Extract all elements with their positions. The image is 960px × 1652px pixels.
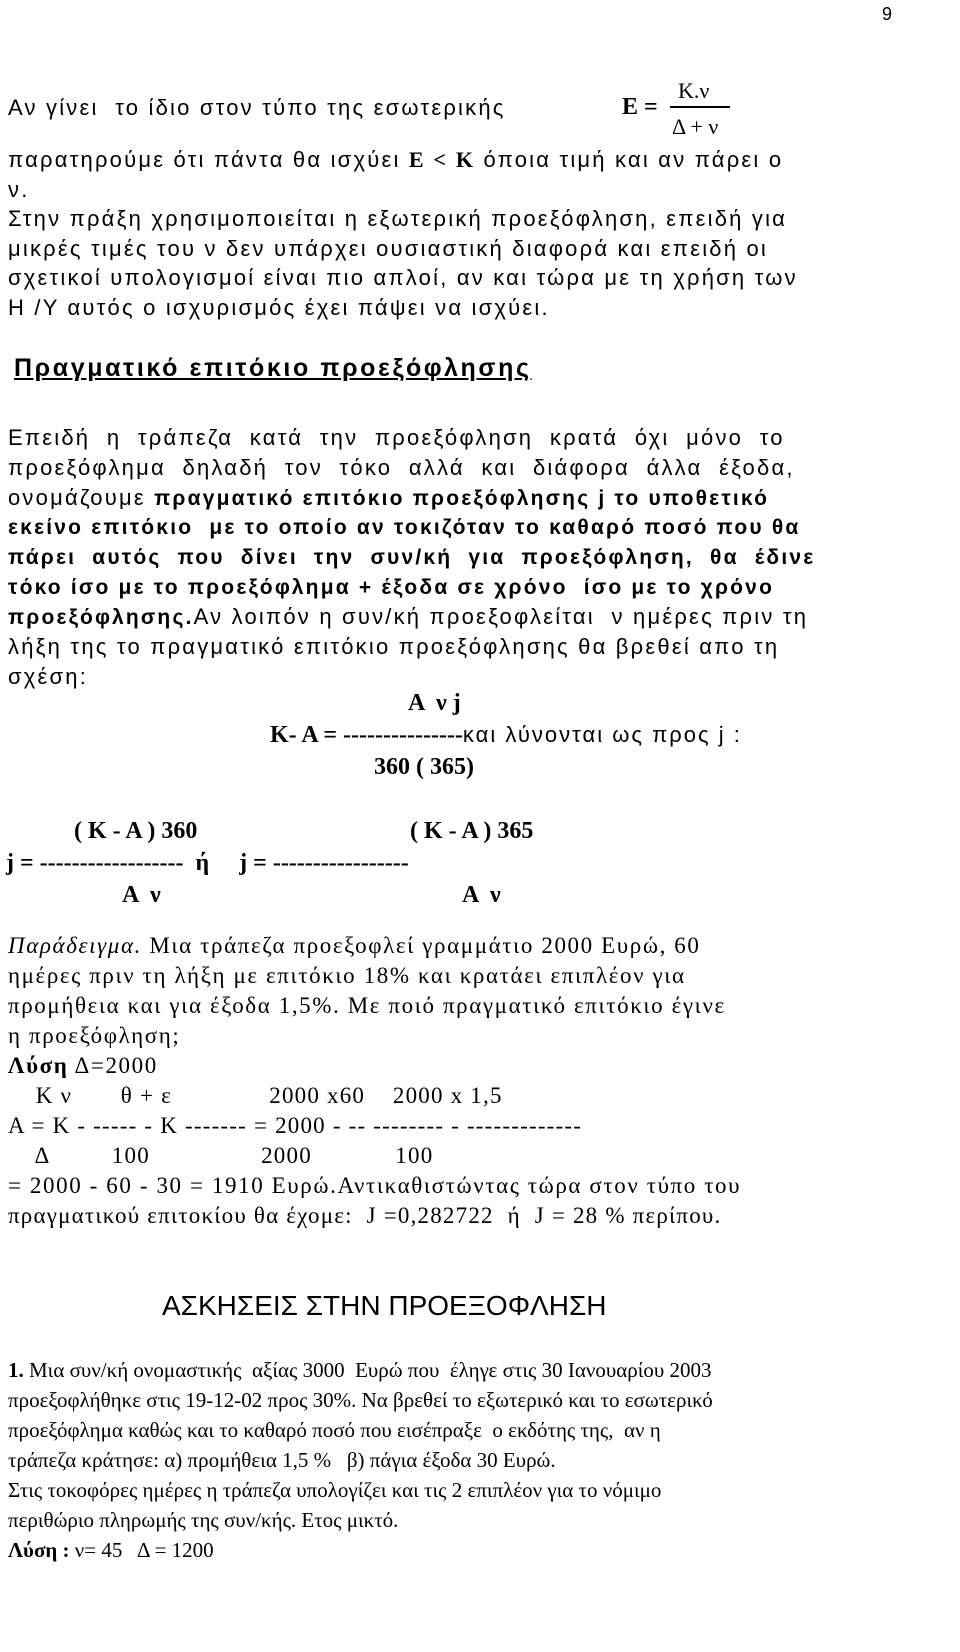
text-line: Στις τοκοφόρες ημέρες η τράπεζα υπολογίζει και τις 2 επιπλέον για το νόμιμο xyxy=(8,1478,662,1502)
text-line: Η /Υ αυτός ο ισχυρισμός έχει πάψει να ισχύει. xyxy=(8,295,550,320)
formula-numerator: A ν j xyxy=(408,690,461,716)
text-span: Δ=2000 xyxy=(68,1053,158,1078)
text-line xyxy=(8,1538,214,1563)
text-line: Επειδή η τράπεζα κατά την προεξόφληση κρατά όχι μόνο το xyxy=(8,425,785,450)
text-line: προμήθεια και για έξοδα 1,5%. Με ποιό πραγματικό επιτόκιο έγινε xyxy=(8,993,726,1018)
solution-label: Λύση xyxy=(8,1053,69,1078)
formula-denominator: A ν xyxy=(462,882,501,908)
text-line xyxy=(8,1172,741,1200)
inequality: E < K xyxy=(408,147,476,172)
text-line xyxy=(8,484,769,513)
text-span: και λύνονται ως προς j : xyxy=(462,722,742,747)
text-line: προεξόφλημα καθώς και το καθαρό ποσό που εισέπραξε ο εκδότης της, αν η xyxy=(8,1418,661,1442)
text-line: πραγματικού επιτοκίου θα έχομε: J =0,282722 ή J = 28 % περίπου. xyxy=(8,1203,722,1228)
formula-line xyxy=(270,722,742,749)
formula-denominator: Δ + ν xyxy=(672,114,719,139)
formula-numerator: K.ν xyxy=(678,78,710,103)
text-line: σχετικοί υπολογισμοί είναι πιο απλοί, αν και τώρα με τη χρήση των xyxy=(8,265,798,290)
section-heading: ΑΣΚΗΣΕΙΣ ΣΤΗΝ ΠΡΟΕΞΟΦΛΗΣΗ xyxy=(162,1290,607,1321)
formula-line: j = ------------------ ή j = ----------------- xyxy=(6,850,409,876)
definition-term: προεξόφλησης. xyxy=(8,606,194,629)
text-span: ν= 45 Δ = 1200 xyxy=(69,1538,214,1562)
text-line: τράπεζα κράτησε: α) προμήθεια 1,5 % β) πάγια έξοδα 30 Ευρώ. xyxy=(8,1448,556,1472)
exercise-number: 1. xyxy=(8,1358,24,1382)
text-span: Μια τράπεζα προεξοφλεί γραμμάτιο 2000 Ευρώ, 60 xyxy=(141,933,701,958)
formula-lhs: E = xyxy=(622,94,658,120)
text-line: πάρει αυτός που δίνει την συν/κή για προεξόφληση, θα έδινε xyxy=(8,546,816,569)
page-number: 9 xyxy=(882,4,893,24)
text-line: περιθώριο πληρωμής της συν/κής. Ετος μικτό. xyxy=(8,1508,399,1532)
formula-denominator: A ν xyxy=(122,882,161,908)
text-line: εκείνο επιτόκιο με το οποίο αν τοκιζόταν το καθαρό ποσό που θα xyxy=(8,516,801,539)
text-line: λήξη της το πραγματικό επιτόκιο προεξόφλησης θα βρεθεί απο τη xyxy=(8,634,780,659)
text-span: Αντικαθιστώντας τώρα στον τύπο του xyxy=(337,1173,742,1198)
section-heading: Πραγματικό επιτόκιο προεξόφλησης xyxy=(14,354,532,382)
text-line: σχέση: xyxy=(8,664,89,689)
formula-lhs: K- A = --------------- xyxy=(270,722,463,748)
text-line: τόκο ίσο με το προεξόφλημα + έξοδα σε χρόνο ίσο με το χρόνο xyxy=(8,576,775,599)
text-line: η προεξόφληση; xyxy=(8,1023,181,1048)
text-line xyxy=(8,146,783,174)
text-line: προεξοφλήθηκε στις 19-12-02 προς 30%. Να βρεθεί το εξωτερικό και το εσωτερικό xyxy=(8,1388,713,1412)
text-line: ν. xyxy=(8,177,30,202)
definition-term: πραγματικό επιτόκιο προεξόφλησης j το υποθετικό xyxy=(154,487,770,510)
formula-numerator: ( K - A ) 365 xyxy=(410,818,534,844)
text-line: προεξόφλημα δηλαδή τον τόκο αλλά και διάφορα άλλα έξοδα, xyxy=(8,455,795,480)
solution-label: Λύση : xyxy=(8,1538,70,1562)
text-line: ημέρες πριν τη λήξη με επιτόκιο 18% και κρατάει επιπλέον για xyxy=(8,963,686,988)
text-line xyxy=(8,932,700,960)
text-line xyxy=(8,1052,158,1080)
text-line: μικρές τιμές του ν δεν υπάρχει ουσιαστική διαφορά και επειδή οι xyxy=(8,236,769,261)
formula-numerator: ( K - A ) 360 xyxy=(74,818,198,844)
text-span: όποια τιμή και αν πάρει ο xyxy=(475,147,784,172)
text-line: Στην πράξη χρησιμοποιείται η εξωτερική προεξόφληση, επειδή για xyxy=(8,206,788,231)
text-span: Αν γίνει το ίδιο στον τύπο της εσωτερικής xyxy=(8,95,514,120)
example-label: Παράδειγμα. xyxy=(8,933,142,958)
text-line xyxy=(8,603,808,632)
text-line xyxy=(8,1358,712,1383)
text-span: ονομάζουμε xyxy=(8,485,155,510)
calc-line: A = K - ----- - K ------- = 2000 - -- -------- - ------------- xyxy=(8,1113,583,1138)
text-span: = 2000 - 60 - 30 = 1910 Ευρώ. xyxy=(8,1173,338,1198)
text-span: Αν λοιπόν η συν/κή προεξοφλείται ν ημέρες πριν τη xyxy=(193,604,809,629)
text-span: Μια συν/κή ονομαστικής αξίας 3000 Ευρώ που έληγε στις 30 Ιανουαρίου 2003 xyxy=(23,1358,712,1382)
text-span: παρατηρούμε ότι πάντα θα ισχύει xyxy=(8,147,409,172)
formula-denominator: 360 ( 365) xyxy=(374,754,474,780)
calc-numerator: K ν θ + ε 2000 x60 2000 x 1,5 xyxy=(8,1083,503,1108)
text-line xyxy=(8,94,514,122)
fraction-bar xyxy=(670,106,730,108)
calc-denominator: Δ 100 2000 100 xyxy=(8,1143,434,1168)
